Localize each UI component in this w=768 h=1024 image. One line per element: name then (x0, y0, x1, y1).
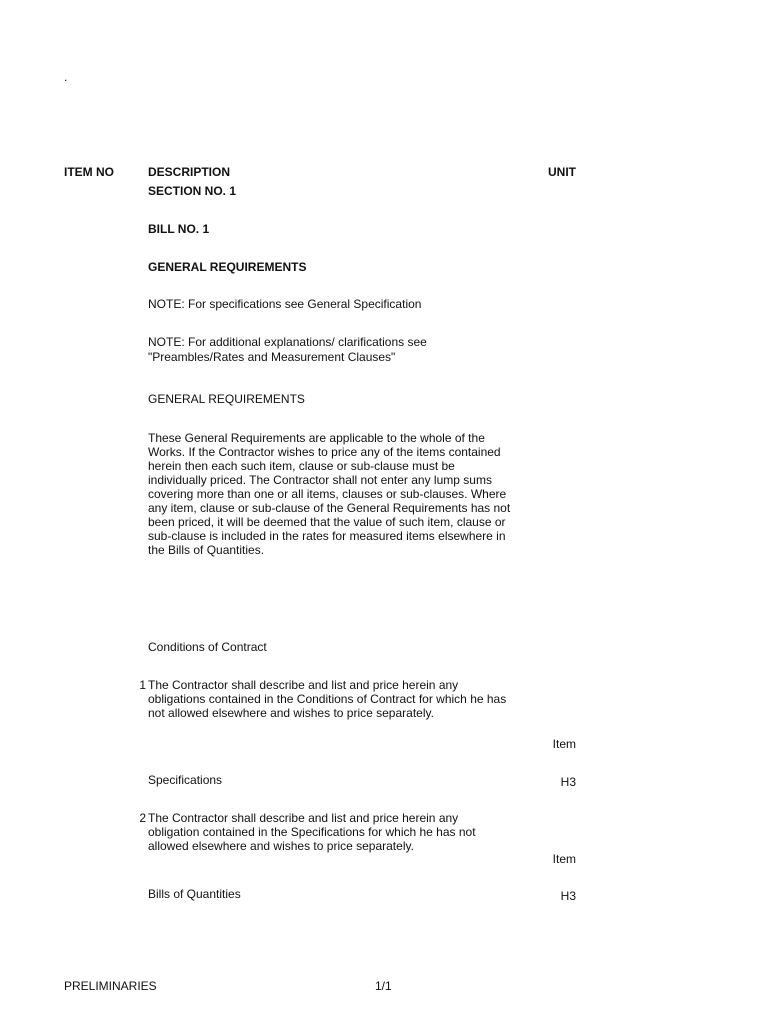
section-title: SECTION NO. 1 (148, 184, 237, 198)
intro-line: covering more than one or all items, clauses or sub-clauses. Where (148, 487, 507, 501)
intro-line: the Bills of Quantities. (148, 543, 265, 557)
header-description: DESCRIPTION (148, 165, 231, 179)
item-2-description (148, 811, 476, 853)
intro-line: any item, clause or sub-clause of the General Requirements has not (148, 501, 511, 515)
intro-paragraph (148, 431, 510, 557)
header-item-no: ITEM NO (64, 165, 114, 179)
intro-line: sub-clause is included in the rates for measured items elsewhere in (148, 529, 506, 543)
specifications-ref: H3 (560, 775, 576, 789)
note-specifications: NOTE: For specifications see General Specification (148, 297, 422, 311)
item-1-line: not allowed elsewhere and wishes to price separately. (148, 706, 434, 720)
item-2-line: The Contractor shall describe and list and price herein any (148, 811, 459, 825)
intro-line: individually priced. The Contractor shall not enter any lump sums (148, 473, 492, 487)
footer-page-number: 1/1 (375, 979, 392, 993)
footer-title: PRELIMINARIES (64, 979, 157, 993)
bill-number: BILL NO. 1 (148, 222, 210, 236)
bill-title: GENERAL REQUIREMENTS (148, 260, 307, 274)
item-2-number: 2 (139, 811, 146, 825)
item-1-number: 1 (139, 678, 146, 692)
corner-mark: . (64, 70, 68, 84)
intro-line: herein then each such item, clause or sub-clause must be (148, 459, 455, 473)
item-1-line: obligations contained in the Conditions of Contract for which he has (148, 692, 507, 706)
boq-ref: H3 (560, 889, 576, 903)
item-2-unit: Item (552, 852, 576, 866)
intro-line: Works. If the Contractor wishes to price any of the items contained (148, 445, 501, 459)
specifications-heading: Specifications (148, 773, 223, 787)
intro-line: been priced, it will be deemed that the value of such item, clause or (148, 515, 506, 529)
header-unit: UNIT (548, 165, 576, 179)
item-1-description (148, 678, 506, 720)
item-2-line: obligation contained in the Specifications for which he has not (148, 825, 476, 839)
boq-heading: Bills of Quantities (148, 887, 241, 901)
note-explanations-line-2: "Preambles/Rates and Measurement Clauses" (148, 350, 396, 364)
item-2-line: allowed elsewhere and wishes to price separately. (148, 839, 414, 853)
item-1-line: The Contractor shall describe and list and price herein any (148, 678, 459, 692)
general-requirements-subheading: GENERAL REQUIREMENTS (148, 392, 305, 406)
item-1-unit: Item (552, 737, 576, 751)
intro-line: These General Requirements are applicable to the whole of the (148, 431, 485, 445)
conditions-heading: Conditions of Contract (148, 640, 267, 654)
note-explanations-line-1: NOTE: For additional explanations/ clarifications see (148, 335, 427, 349)
